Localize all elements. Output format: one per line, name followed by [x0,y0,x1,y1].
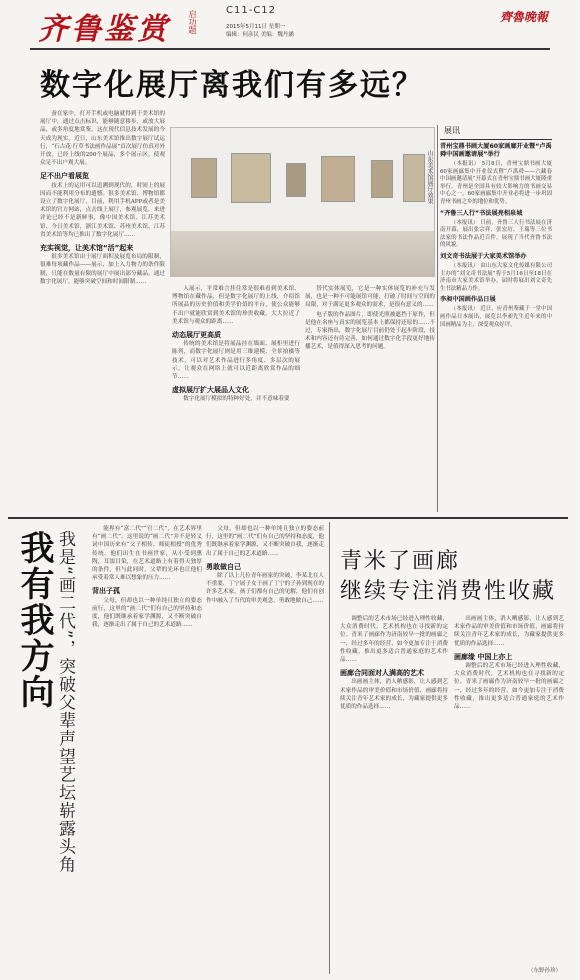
lead-paragraph: 蚕在家中，打开手机或电脑就得到于美术馆的展厅中，通过点击标识，能够随意移步，或放大展品，或多角度地赏鉴，这在现代信息技术发展的今天成为现实。近日，山东美术馆推出数字展厅试运行，“石古花·行草书法画作品展”首次展厅仿真对外开放。已经上线的200个展品，多个展示区，使观众足不出户观大展。 [40,111,165,167]
photo-caption: 山东美术馆展厅效果 [426,150,433,204]
page-number: C11-C12 [226,5,277,16]
body-text: 传统的美术馆是将展品挂在墙面、展柜里进行陈列，而数字化展厅则是用三维建模、全景拍摄等技术，可以对艺术作品进行多角度、多层次的展示，让观众在网络上就可以近距离欣赏作品的细节…… [172,341,300,381]
main-column-2 [172,285,300,510]
body-text: 调整后的艺术市场已经进入理性收藏，大众消费时代，艺术机构也在寻找新的定位。青米了画廊作为济南较早一批的画廊之一，经过多年的经营，如今更加专注于消费性收藏，推出更多适合普通家庭的艺术作品…… [340,616,448,664]
main-column-3 [305,285,435,510]
feature-subhead: 背出子孤 [92,587,120,596]
body-text: 替代实体展览，它是一种实体展览的补充与发展，也是一种不可能展馆可能，打破了时间与空间的局限，对于满足更多观众的需求，是很有意义的…… [305,286,435,309]
brief-text: （本报讯） 由山东大家文化传媒有限公司主办的“刘文奇书法展”将于5月16日至18日在济南市大家美术馆举办，届时将展出刘文奇先生书法精品力作。 [440,262,552,292]
subhead-2: 充实视觉，让美术馆“活”起来 [40,244,134,253]
feature-vertical-subheadline: 我是“画二代”，突破父辈声望艺坛崭露头角 [55,530,75,874]
sidebar-heading: 展讯 [440,125,552,140]
editor-credits: 编辑：何彦民 美编：魏丹涵 [226,32,294,38]
byline: （东野孙珍） [528,968,562,974]
headline-line-1: 青米了画廊 [340,549,461,574]
subhead-3: 动态展厅更高质 [172,331,221,340]
brief-title: 刘文奇书法展于大家美术馆举办 [440,252,527,260]
brief-item [440,143,552,207]
brief-title: “齐鲁三人行”书法展亮相泉城 [440,209,523,217]
body-text: 电子版的作品图片，即使光照被遮挡于原作，但是他在名座与真实的展览基本上都保持还原的……不过，专家指出，数字化展厅目前仍处于起步阶段，技术和内容还有待完善，如何通过数字化手段更好地传播艺术，是值得深入思考的问题。 [305,311,435,351]
feature-right-column-1 [340,615,448,973]
body-text: 出画画主体，消人晒感影，让人感到艺术家作品的审美价值和市场价值，画廊将持续关注青年艺术家的成长，为藏家提供更多优质的作品选择…… [454,616,564,647]
main-column-1 [40,110,165,510]
section-divider [8,517,568,519]
masthead [38,4,218,47]
body-text: 调整后的艺术市场已经进入理性收藏，大众消费时代，艺术机构也在寻找新的定位。青米了画廊作为济南较早一批的画廊之一，经过多年的经营，如今更加专注于消费性收藏，推出更多适合普通家庭的艺术作品…… [454,663,564,711]
feature-subhead: 画廊合同面对人满高的艺术 [340,669,424,678]
brief-text: （本报讯） 近日，应青州鉴藏于一堂中国画作品日本展出，展览以李昶先生近年来的中国画精品为主，深受观众好评。 [440,306,552,328]
feature-subhead: 画廊缘 中国上亦上 [454,652,513,661]
body-text: 除了以上几位青年画家的突破，李某北在人不重要，丁宁展子女于画了丁宁的子孙到现在的许多艺术家，孩子们都有自己的见解，他们在创作中融入了当代的审美观念，勇敢地做自己…… [206,573,324,604]
subhead-4: 虚拟展厅扩大展品人文化 [172,386,249,395]
feature-right-column-2 [454,615,564,965]
issue-date: 2015年5月11日 星期一 [226,24,286,30]
headline-line-2: 继续专注消费性收藏 [340,579,557,604]
brief-title: 李昶中国画作品日展 [440,296,496,304]
masthead-title: 齐鲁鉴赏 [38,12,170,47]
feature-left-column-1 [92,525,202,973]
feature-subhead: 勇敢做自己 [206,562,241,571]
body-text: 数字化展厅模拟的特种好处，并不意味着要 [183,396,290,403]
body-text: 入展示，平常难言挂往常是很难看到美术馆、博物馆在藏作品，但是数字化展厅的上线，介绍馆所展品的历史价值和美学价值的平台，使公众能够不出户就能欣赏到美术馆的珍贵收藏，大大拉近了美术馆与观众的距离…… [172,286,300,325]
body-text: 出画画主体，消人晒感影，让人感到艺术家作品的审美价值和市场价值，画廊将持续关注青年艺术家的成长，为藏家提供更多优质的作品选择…… [340,679,448,711]
subhead-1: 足不出户看展览 [40,172,89,181]
feature-vertical-headline: 我有我方向 [14,530,54,710]
feature-left-column-2 [206,525,324,973]
body-text: 能界有“富二代”“官二代”，在艺术界里有“画二代”。这里说的“画二代”并不是轻义词中国历来有“父子相传、师徒相授”的优秀传统。他们出生在书画世家，从小受到熏陶，耳濡目染，在艺术道路上有着得天独厚的条件，但与此同时，父辈的光环也让他们承受着常人难以想象的压力…… [92,526,202,582]
body-text: 很多美术馆由于展厅面积及展览布局的限制，很难每项藏作品——展示，加上入力物力的条件限制，只能在数量有限的展厅中展出部分藏品。通过数字化展厅，能够突破空间和时间限制…… [40,254,165,285]
main-headline: 数字化展厅离我们有多远？ [40,68,424,103]
masthead-calligrapher: 启功题 [188,10,197,34]
column-divider [329,522,330,974]
brief-text: （本报讯） 日前，齐鲁三人行书法展在济南开幕，展出张宗祥、张宏厉、王瑞等三位书法家的书法作品近百件，展现了当代齐鲁书法的风貌。 [440,219,552,249]
news-brief-sidebar [440,125,552,512]
brief-text: （本报讯） 5月8日，青州宝鼎书画大厦60家画廊集中开业仪式暨“卢禹舜——六藏春中国画邀请展”开幕式在青州宝鼎书画大厦隆重举行。青州是全国具有较大影响力的书画交易中心之一，60家画廊集中开业必将进一步巩固青州书画之乡的地位和优势。 [440,161,552,205]
sidebar-divider [437,125,438,512]
body-text: 父母，但却也以一种单纯且独立的姿态前行，这里的“画二代”们有自己的坚持和态度，他们既继承着家学渊源，又不断突破自我，逐渐走出了属于自己的艺术道路…… [206,526,324,557]
brief-item [440,296,552,329]
brief-item [440,210,552,250]
header-rule [30,48,550,50]
brief-item [440,253,552,293]
body-text: 父母，但却也以一种单纯且独立的姿态前行，这里的“画二代”们有自己的坚持和态度，他们既继承着家学渊源，又不断突破自我，逐渐走出了属于自己的艺术道路…… [92,597,202,629]
brief-title: 青州宝鼎书画大厦60家画廊开业暨“卢禹舜中国画邀请展”举行 [440,143,552,158]
exhibition-hall-photo [170,127,435,277]
feature-right-headline [340,547,556,607]
paper-logo: 齊魯晚報 [500,10,549,24]
body-text: 技术上的运用可以追溯到现代的，时间上的展因而不能利用分布的遗憾。很多美术馆、博物馆都设立了数字化展厅，目前，利用手机APP或者是美术馆的官方网站，点击线上展厅，参观展览，来进评论已经不是新鲜事，像中国美术馆、江苏美术馆、今日美术馆，浙江美术馆、苏州美术馆、江苏省美术馆等均已推出了数字化展厅…… [40,182,165,238]
